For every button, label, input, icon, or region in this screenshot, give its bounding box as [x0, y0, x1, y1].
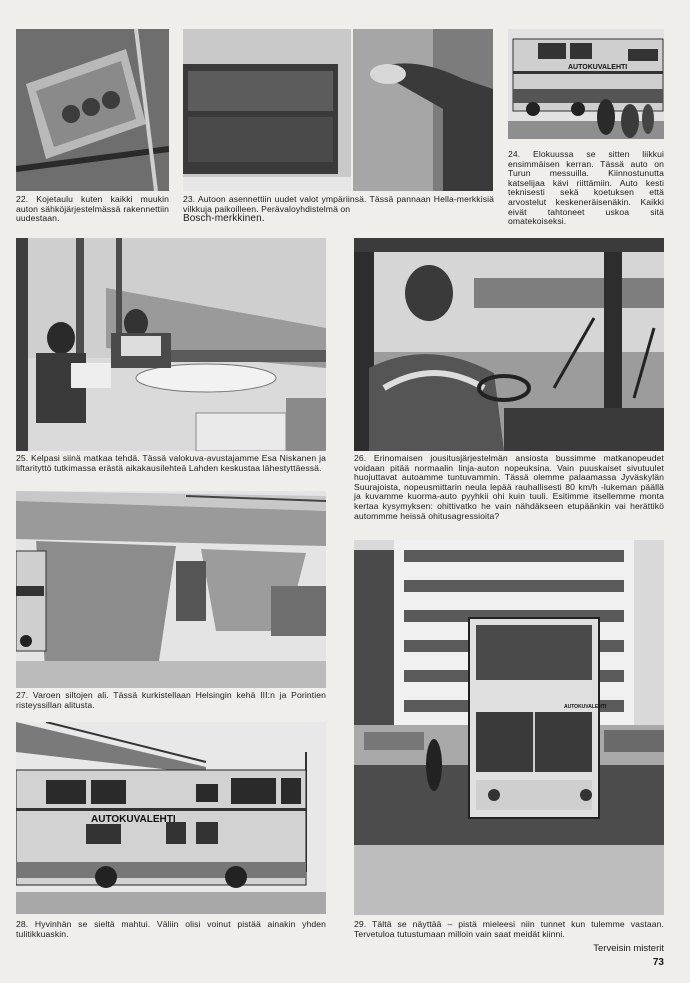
bus-sign-24: AUTOKUVALEHTI	[568, 64, 628, 71]
photo-22-dashboard	[16, 29, 169, 191]
photo-23-hand	[353, 29, 493, 191]
bus-sign-29: AUTOKUVALEHTI	[564, 704, 607, 710]
caption-26: 26. Erinomaisen jousitusjärjestelmän ansiosta bussimme matkanopeudet voidaan pitää normaalin linja-auton nopeuksina. Vain puuskaiset sivutuulet huojuttavat autoamme tuntuvammin. Tässä olemme palaamassa Jyväskylän Suurajoista, nopeusmittarin neula lepää rauhallisesti 80 km/h -lukeman päällä ja kuvamme kuorma-auto pyyhkii ohi kuin tuuli. Esitimme itsellemme monta kertaa kysymyksen: ohittivatko he vain nähdäkseen etupäänkin vai herättikö autommme heissä ohitusagressioita?	[354, 453, 664, 521]
caption-23: 23. Autoon asennettiin uudet valot ympäriinsä. Tässä pannaan Hella-merkkisiä vilkkuja paikoilleen. Perävaloyhdistelmä on Bosch-merkkinen.	[183, 194, 494, 225]
photo-28-bus-under-bridge	[16, 722, 326, 914]
photo-29-bus-front	[354, 540, 664, 915]
caption-22: 22. Kojetaulu kuten kaikki muukin auton sähköjärjestelmässä rakennettiin uudestaan.	[16, 194, 169, 224]
caption-24: 24. Elokuussa se sitten liikkui ensimmäisen kerran. Tässä auto on Turun messuilla. Kiinnostunutta katselijaa kävi riittämiin. Auto kesti teknisesti sekä koetuksen että arvostelut keskeneräisenäkin. Kaikki eivät tahtoneet uskoa sitä omatekoiseksi.	[508, 149, 664, 227]
page-number: 73	[652, 957, 664, 968]
bus-sign-28: AUTOKUVALEHTI	[91, 814, 176, 825]
photo-25-passengers	[16, 238, 326, 451]
caption-29: 29. Tältä se näyttää – pistä mieleesi niin tunnet kun tulemme vastaan. Tervetuloa tutustumaan milloin vain saat meidät kiinni.	[354, 919, 664, 939]
photo-24-bus-fair	[508, 29, 664, 139]
photo-27-bridge	[16, 491, 326, 688]
caption-25: 25. Kelpasi siinä matkaa tehdä. Tässä valokuva-avustajamme Esa Niskanen ja liftarityttö tutkimassa erästä aikakausilehteä Lahden keskustaa lähestyttäessä.	[16, 453, 326, 473]
photo-26-driver	[354, 238, 664, 451]
caption-27: 27. Varoen siltojen ali. Tässä kurkistellaan Helsingin kehä III:n ja Porintien risteyssillan alitusta.	[16, 690, 326, 710]
caption-28: 28. Hyvinhän se sieltä mahtui. Väliin olisi voinut pistää ainakin yhden tulitikkuaskin.	[16, 919, 326, 939]
signoff: Terveisin misterit	[593, 943, 664, 954]
photo-23-taillight	[183, 29, 351, 191]
